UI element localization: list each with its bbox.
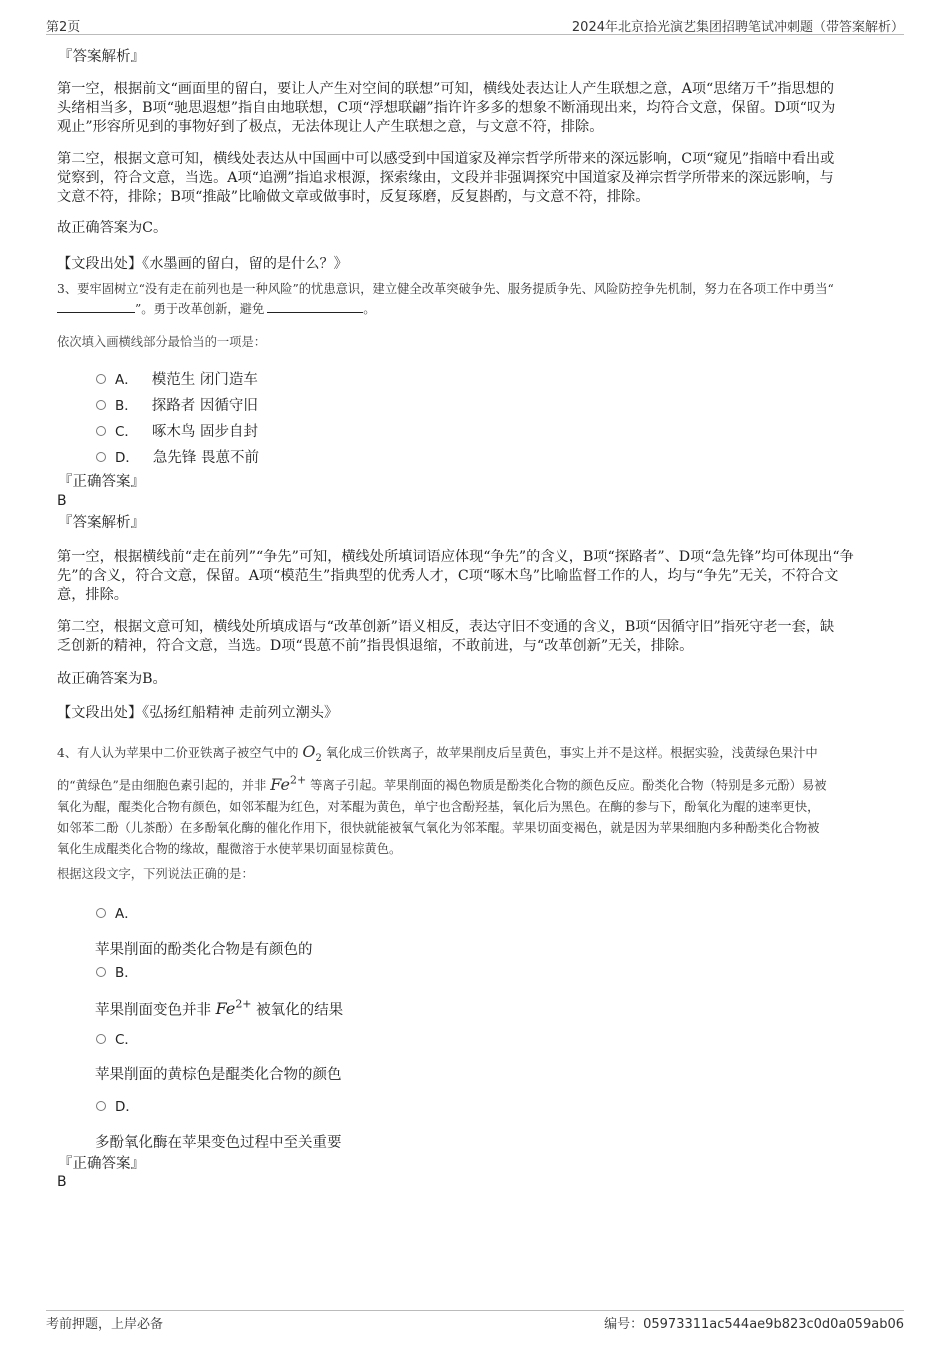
- q4-option-c[interactable]: C．: [96, 1028, 152, 1048]
- q3-option-c[interactable]: C． 啄木鸟 固步自封: [96, 420, 258, 440]
- radio-icon[interactable]: [96, 400, 106, 410]
- q3-analysis-paragraph-2: 第二空，根据文意可知，横线处所填成语与“改革创新”语义相反，表达守旧不变通的含义，B项“因循守旧”指死守老一套，缺 乏创新的精神，符合文意，当选。D项“畏葸不前”指畏惧退缩，不敢前进，与“改革创新”无关，排除。: [57, 619, 835, 654]
- fe2-formula: $Fe^{2+}$: [215, 998, 252, 1019]
- footer-divider: [46, 1310, 904, 1311]
- document-id: 编号：05973311ac544ae9b823c0d0a059ab06: [604, 1317, 904, 1332]
- o2-formula: $O_2$: [302, 742, 322, 765]
- q4-stem: 4、有人认为苹果中二价亚铁离子被空气中的 $O_2$ 氧化成三价铁离子，故苹果削皮后呈黄色，事实上并不是这样。根据实验，浅黄绿色果汁中 的“黄绿色”是由细胞色素引起的，并非 $Fe^{2+}$ 等离子引起。苹果削面的褐色物质是酚类化合物的颜色反应。酚类化合物（特别是多元酚）易被 氧化为醌，醌类化合物有颜色，如邻苯醌为红色，对苯醌为黄色，单宁也含酚羟基，氧化后为黑色。在酶的参与下，酚氧化为醌的速率更快， 如邻苯二酚（儿茶酚）在多酚氧化酶的催化作用下，很快就能被氧气氧化为邻苯醌。苹果切面变褐色，就是因为苹果细胞内多种酚类化合物被 氧化生成醌类化合物的缘故，醌微溶于水使苹果切面显棕黄色。: [57, 742, 827, 856]
- fe2-formula: $Fe^{2+}$: [270, 773, 307, 794]
- q4-option-d-text: 多酚氧化酶在苹果变色过程中至关重要: [95, 1135, 342, 1151]
- q3-stem: 3、要牢固树立“没有走在前列也是一种风险”的忧患意识，建立健全改革突破争先、服务提质争先、风险防控争先机制，努力在各项工作中勇当“ ”。勇于改革创新，避免 。: [57, 282, 834, 316]
- radio-icon[interactable]: [96, 452, 106, 462]
- page-header: [46, 14, 904, 34]
- radio-icon[interactable]: [96, 1034, 106, 1044]
- q4-option-d[interactable]: D．: [96, 1095, 153, 1115]
- q3-correct-label: 『正确答案』: [58, 474, 145, 490]
- q2-conclusion: 故正确答案为C。: [57, 220, 168, 236]
- q4-correct-answer: B: [57, 1174, 67, 1190]
- radio-icon[interactable]: [96, 908, 106, 918]
- q3-analysis-label: 『答案解析』: [58, 515, 145, 531]
- q3-instruction: 依次填入画横线部分最恰当的一项是：: [57, 335, 267, 349]
- q4-correct-label: 『正确答案』: [58, 1156, 145, 1172]
- page-number: 第2页: [46, 20, 81, 35]
- radio-icon[interactable]: [96, 967, 106, 977]
- q2-source: 【文段出处】《水墨画的留白，留的是什么？》: [57, 256, 348, 272]
- q2-analysis-label: 『答案解析』: [58, 49, 145, 65]
- q4-option-b[interactable]: B．: [96, 961, 152, 981]
- q2-analysis-paragraph-1: 第一空，根据前文“画面里的留白，要让人产生对空间的联想”可知，横线处表达让人产生联想之意，A项“思绪万千”指思想的 头绪相当多，B项“驰思遐想”指自由地联想，C项“浮想联翩”指许许多多的想象不断涌现出来，均符合文意，保留。D项“叹为 观止”形容所见到的事物好到了极点，无法体现让人产生联想之意，与文意不符，排除。: [57, 81, 836, 135]
- header-divider: [46, 34, 904, 35]
- q4-option-c-text: 苹果削面的黄棕色是醌类化合物的颜色: [95, 1067, 342, 1083]
- q3-blank-1: [57, 300, 135, 313]
- radio-icon[interactable]: [96, 426, 106, 436]
- q3-blank-2: [267, 300, 363, 313]
- q3-option-d[interactable]: D． 急先锋 畏葸不前: [96, 446, 259, 466]
- q3-source: 【文段出处】《弘扬红船精神 走前列立潮头》: [57, 705, 339, 721]
- q4-option-a-text: 苹果削面的酚类化合物是有颜色的: [95, 942, 313, 958]
- footer-slogan: 考前押题，上岸必备: [46, 1317, 164, 1332]
- document-title: 2024年北京拾光演艺集团招聘笔试冲刺题（带答案解析）: [571, 20, 904, 35]
- q3-correct-answer: B: [57, 493, 67, 509]
- q3-option-a[interactable]: A． 模范生 闭门造车: [96, 368, 258, 388]
- q3-analysis-paragraph-1: 第一空，根据横线前“走在前列”“争先”可知，横线处所填词语应体现“争先”的含义，B项“探路者”、D项“急先锋”均可体现出“争 先”的含义，符合文意，保留。A项“模范生”指典型的优秀人才，C项“啄木鸟”比喻监督工作的人，均与“争先”无关，不符合文 意，排除。: [57, 549, 854, 603]
- q3-option-b[interactable]: B． 探路者 因循守旧: [96, 394, 258, 414]
- q3-conclusion: 故正确答案为B。: [57, 671, 167, 687]
- q4-instruction: 根据这段文字，下列说法正确的是：: [57, 867, 254, 881]
- q4-option-a[interactable]: A．: [96, 902, 152, 922]
- radio-icon[interactable]: [96, 1101, 106, 1111]
- q4-option-b-text: 苹果削面变色并非 $Fe^{2+}$ 被氧化的结果: [95, 998, 344, 1019]
- q2-analysis-paragraph-2: 第二空，根据文意可知，横线处表达从中国画中可以感受到中国道家及禅宗哲学所带来的深远影响，C项“窥见”指暗中看出或 觉察到，符合文意，当选。A项“追溯”指追求根源，探索缘由，文段并非强调探究中国道家及禅宗哲学所带来的深远影响，与 文意不符，排除；B项“推敲”比喻做文章或做事时，反复琢磨，反复斟酌，与文意不符，排除。: [57, 151, 835, 205]
- radio-icon[interactable]: [96, 374, 106, 384]
